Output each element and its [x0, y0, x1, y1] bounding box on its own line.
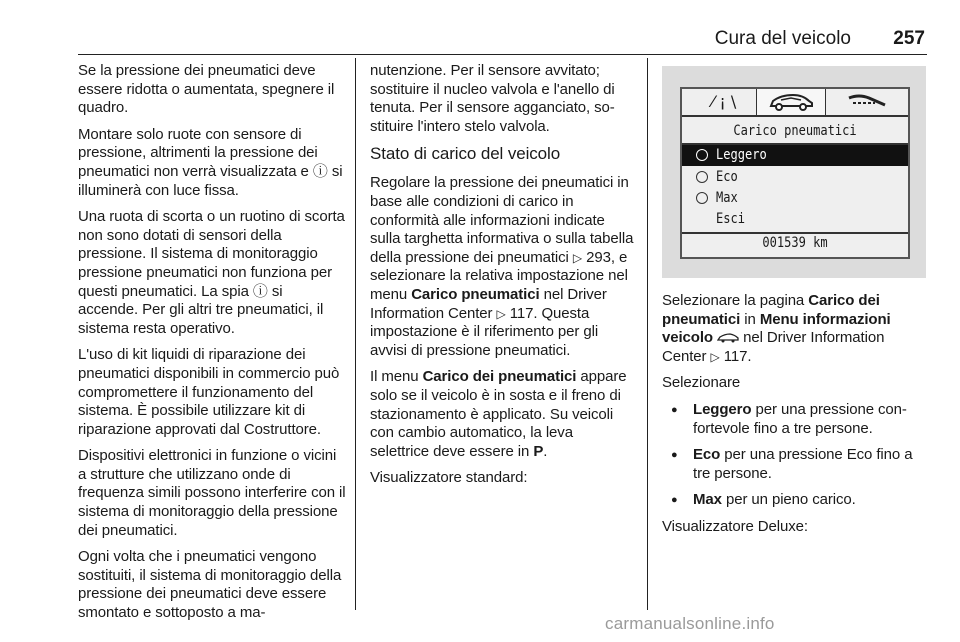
list-item: ● Leggero per una pressione confortevole fino a tre persone.	[662, 401, 927, 438]
display-tabs	[682, 89, 908, 117]
paragraph: Dispositivi elettronici in funzione o vicini a strutture che utilizzano onde di frequenza simili possono interferire con il sistema di monitoraggio della pressione dei pneumatici.	[78, 447, 346, 539]
paragraph: Montare solo ruote con sensore di pressione, altrimenti la pressione dei pneumatici non verrà visualizzata e ⓘ si illuminerà con luce fissa.	[78, 125, 343, 199]
tab-info: ⁄ ¡ \	[711, 92, 737, 111]
radio-icon	[696, 149, 708, 161]
option-list	[662, 401, 927, 510]
list-item: ● Max per un pieno carico.	[662, 491, 927, 510]
column-middle	[370, 62, 634, 496]
paragraph: Regolare la pressione dei pneumatici in base alle condizioni di carico in conformità alle informazioni indicate sulla targhetta informativa o sulla tabella della pressione dei pneumatici ▷ 293, e selezionare la relativa impostazione nel menu Carico pneumatici nel Driver Information Center ▷ 117. Questa impostazione è il riferimento per gli avvisi di pressione pneumatici.	[370, 174, 634, 359]
column-left	[78, 62, 346, 631]
list-item: ● Eco per una pressione Eco fino a tre persone.	[662, 446, 927, 483]
page-number: 257	[893, 28, 925, 49]
paragraph: nutenzione. Per il sensore avvitato; sostituire il nucleo valvola e l'anello di tenuta. Per il sensore agganciato, sostituire l'intero stelo valvola.	[370, 62, 615, 135]
column-right	[662, 292, 927, 545]
paragraph: Se la pressione dei pneumatici deve essere ridotta o aumentata, spegnere il quadro.	[78, 62, 335, 117]
paragraph: Una ruota di scorta o un ruotino di scorta non sono dotati di sensori della pressione. Il sistema di monitoraggio pressione pneumatici non funziona per questi pneumatici. La spia ⓘ si accende. Per gli altri tre pneumatici, il sistema resta operativo.	[78, 208, 345, 337]
screen-title: Carico pneumatici	[733, 123, 857, 139]
page-ref-link[interactable]: 293	[586, 248, 611, 266]
triangle-right-outline-icon: ▷	[572, 250, 582, 265]
triangle-right-outline-icon: ▷	[496, 306, 506, 321]
column-divider	[647, 58, 648, 610]
menu-option-esci[interactable]: Esci	[716, 211, 745, 227]
section-heading: Stato di carico del veicolo	[370, 144, 561, 164]
paragraph: Visualizzatore Deluxe:	[662, 517, 808, 535]
paragraph: Selezionare	[662, 374, 741, 392]
radio-icon	[696, 171, 708, 183]
radio-icon	[696, 192, 708, 204]
paragraph: Il menu Carico dei pneumatici appare solo se il veicolo è in sosta e il freno di stazionamento è applicato. Su veicoli con cambio automatico, la leva selettrice deve essere in P.	[370, 368, 627, 460]
watermark: carmanualsonline.info	[605, 614, 775, 633]
triangle-right-outline-icon: ▷	[710, 349, 720, 364]
road-icon	[845, 92, 889, 112]
display-illustration	[662, 66, 926, 278]
paragraph: Selezionare la pagina Carico dei pneumatici in Menu informazioni veicolo nel Driver Information Center ▷ 117.	[662, 292, 891, 365]
paragraph: L'uso di kit liquidi di riparazione dei pneumatici disponibili in commercio può compromettere il funzionamento del sistema. È possibile utilizzare kit di riparazione approvati dal Costruttore.	[78, 346, 340, 438]
paragraph: Ogni volta che i pneumatici vengono sostituiti, il sistema di monitoraggio della pressione dei pneumatici deve essere smontato e sottoposto a ma-	[78, 548, 342, 622]
tab-underline	[682, 115, 908, 117]
section-title: Cura del veicolo	[714, 28, 851, 49]
info-display-screen	[680, 87, 910, 259]
tab-vehicle	[756, 89, 826, 117]
page-ref-link[interactable]: 117	[509, 304, 534, 322]
tab-road	[832, 89, 902, 117]
odometer-readout: 001539 km	[762, 235, 828, 251]
paragraph: Visualizzatore standard:	[370, 469, 528, 487]
page-header	[78, 22, 927, 55]
column-divider	[355, 58, 356, 610]
car-icon	[767, 92, 815, 112]
divider	[682, 232, 908, 234]
page-ref-link[interactable]: 117	[723, 347, 748, 365]
menu-option-leggero[interactable]: Leggero	[682, 145, 908, 166]
menu-option-max[interactable]: Max	[682, 188, 908, 209]
menu-option-eco[interactable]: Eco	[682, 167, 908, 188]
car-icon	[717, 333, 739, 343]
